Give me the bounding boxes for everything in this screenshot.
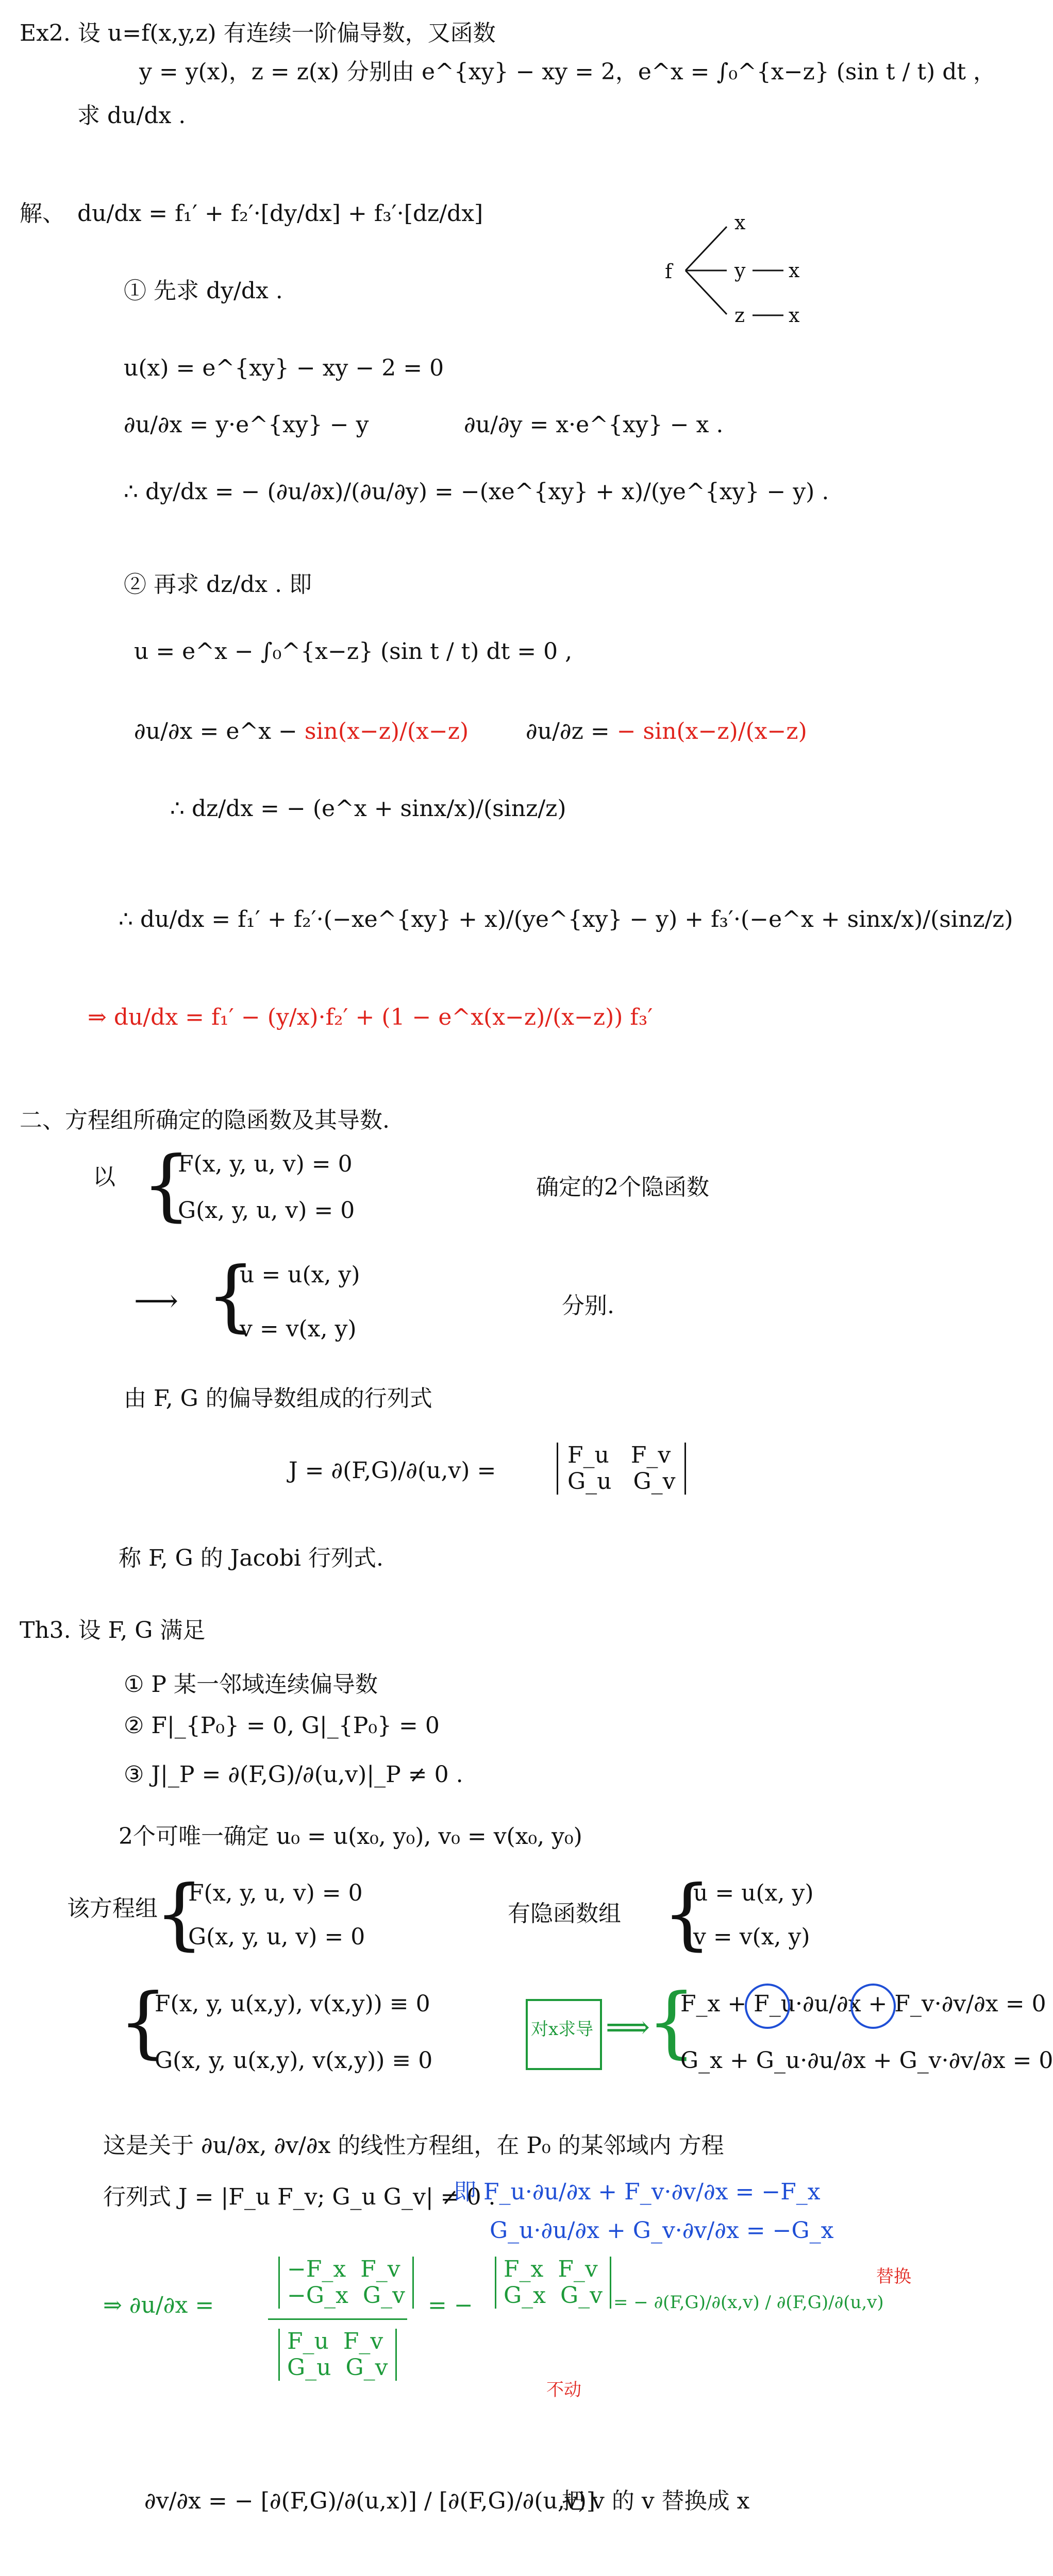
ex2-partial-ux2-correction: sin(x−z)/(x−z) <box>304 718 469 744</box>
ex2-dydx: ∴ dy/dx = − (∂u/∂x)/(∂u/∂y) = −(xe^{xy} + x)/(ye^{xy} − y) . <box>124 479 829 505</box>
th3-replace-mark: 替换 <box>876 2266 911 2287</box>
ex2-step2-title: ② 再求 dz/dx . 即 <box>124 571 312 598</box>
section2-arrow: ⟶ <box>134 1283 179 1319</box>
ex2-partial-uy: ∂u/∂y = x·e^{xy} − x . <box>464 412 724 438</box>
ex2-dzdx: ∴ dz/dx = − (e^x + sinx/x)/(sinz/z) <box>170 795 566 822</box>
th3-uniqueness: 2个可唯一确定 u₀ = u(x₀, y₀), v₀ = v(x₀, y₀) <box>119 1823 582 1850</box>
tree-zx-label: x <box>789 304 800 327</box>
th3-cramer-lhs: ⇒ ∂u/∂x = <box>103 2292 214 2318</box>
th3-blue-system-1: 即 F_u·∂u/∂x + F_v·∂v/∂x = −F_x <box>454 2179 821 2205</box>
th3-determinant-line: 行列式 J = |F_u F_v; G_u G_v| ≠ 0 . <box>103 2184 496 2210</box>
th3-sol-u: u = u(x, y) <box>693 1880 814 1906</box>
th3-dvdx-note: 把 v 的 v 替换成 x <box>562 2488 750 2514</box>
ex2-u-definition: u(x) = e^{xy} − xy − 2 = 0 <box>124 355 444 381</box>
section2-eq-F: F(x, y, u, v) = 0 <box>178 1151 353 1177</box>
th3-blue-system-2: G_u·∂u/∂x + G_v·∂v/∂x = −G_x <box>490 2217 834 2244</box>
th3-cramer-fraction-bar <box>268 2318 407 2320</box>
th3-circle-du <box>745 1984 790 2029</box>
th3-cramer-numerator2: F_x F_v G_x G_v <box>495 2257 611 2309</box>
ex2-question: 求 du/dx . <box>77 103 186 129</box>
th3-cramer-denominator: F_u F_v G_u G_v <box>278 2329 397 2381</box>
section2-eq-G: G(x, y, u, v) = 0 <box>178 1197 355 1224</box>
th3-cramer-rhs: = − ∂(F,G)/∂(x,v) / ∂(F,G)/∂(u,v) <box>613 2292 884 2313</box>
th3-dvdx: ∂v/∂x = − [∂(F,G)/∂(u,x)] / [∂(F,G)/∂(u,v)] <box>144 2488 596 2514</box>
th3-derived-brace: { <box>647 1977 696 2067</box>
ex2-partial-uz2-correction: − sin(x−z)/(x−z) <box>616 718 807 744</box>
tree-y-label: y <box>734 259 746 282</box>
th3-system-intro: 该方程组 <box>67 1895 158 1922</box>
th3-cramer-numerator: −F_x F_v −G_x G_v <box>278 2257 414 2309</box>
th3-sol-v: v = v(x, y) <box>693 1924 810 1950</box>
th3-derived-F: F_x + F_u·∂u/∂x + F_v·∂v/∂x = 0 <box>680 1991 1046 2017</box>
ex2-solution-label: 解、 <box>20 200 65 227</box>
th3-identity-F: F(x, y, u(x,y), v(x,y)) ≡ 0 <box>155 1991 430 2017</box>
tree-yx-label: x <box>789 259 800 282</box>
ex2-final-result: ∴ du/dx = f₁′ + f₂′·(−xe^{xy} + x)/(ye^{xy} − y) + f₃′·(−e^x + sinx/x)/(sinz/z) <box>119 906 1013 933</box>
th3-eq-G: G(x, y, u, v) = 0 <box>188 1924 365 1950</box>
section2-title: 二、方程组所确定的隐函数及其导数. <box>20 1107 390 1133</box>
section2-system-brace: { <box>142 1140 191 1230</box>
th3-identity-brace: { <box>119 1977 168 2067</box>
ex2-partial-ux2: ∂u/∂x = e^x − sin(x−z)/(x−z) <box>134 718 469 744</box>
section2-jacobi-name: 称 F, G 的 Jacobi 行列式. <box>119 1545 383 1571</box>
th3-system-note: 有隐函数组 <box>508 1901 621 1927</box>
section2-system-note: 确定的2个隐函数 <box>536 1174 709 1200</box>
ex2-partial-uz2: ∂u/∂z = − sin(x−z)/(x−z) <box>526 718 807 744</box>
ex2-partial-ux: ∂u/∂x = y·e^{xy} − y <box>124 412 369 438</box>
th3-condition-2: ② F|_{P₀} = 0, G|_{P₀} = 0 <box>124 1713 440 1739</box>
section2-implicit-note: 分别. <box>562 1293 614 1319</box>
th3-linear-note: 这是关于 ∂u/∂x, ∂v/∂x 的线性方程组，在 P₀ 的某邻域内 方程 <box>103 2132 724 2159</box>
th3-cramer-mid: = − <box>428 2292 473 2318</box>
th3-condition-1: ① P 某一邻域连续偏导数 <box>124 1671 378 1698</box>
ex2-heading: Ex2. 设 u=f(x,y,z) 有连续一阶偏导数，又函数 <box>20 20 496 46</box>
th3-condition-3: ③ J|_P = ∂(F,G)/∂(u,v)|_P ≠ 0 . <box>124 1761 463 1788</box>
section2-implicit-brace: { <box>206 1251 256 1341</box>
th3-circle-dv <box>850 1984 896 2029</box>
section2-jacobian-lhs: J = ∂(F,G)/∂(u,v) = <box>289 1458 496 1484</box>
th3-derivative-arrow: ⟹ <box>606 2009 650 2045</box>
th3-solution-brace: { <box>662 1869 712 1959</box>
th3-identity-G: G(x, y, u(x,y), v(x,y)) ≡ 0 <box>155 2047 433 2074</box>
th3-unchanged-mark: 不动 <box>546 2380 581 2400</box>
th3-derivative-label: 对x求导 <box>531 2019 594 2040</box>
ex2-u2-definition: u = e^x − ∫₀^{x−z} (sin t / t) dt = 0 , <box>134 638 573 665</box>
tree-z-label: z <box>734 304 745 327</box>
section2-intro: 以 <box>93 1164 115 1190</box>
section2-jacobian-matrix: F_u F_v G_u G_v <box>557 1443 686 1495</box>
section2-v-implicit: v = v(x, y) <box>240 1316 357 1342</box>
ex2-corrected-result: ⇒ du/dx = f₁′ − (y/x)·f₂′ + (1 − e^x(x−z)/(x−z)) f₃′ <box>88 1004 653 1030</box>
section2-u-implicit: u = u(x, y) <box>240 1262 360 1288</box>
section2-jacobian-intro: 由 F, G 的偏导数组成的行列式 <box>124 1385 432 1412</box>
ex2-dependency-tree <box>665 206 820 335</box>
ex2-chain-rule: du/dx = f₁′ + f₂′·[dy/dx] + f₃′·[dz/dx] <box>77 200 483 227</box>
ex2-step1-title: ① 先求 dy/dx . <box>124 278 283 304</box>
tree-root-label: f <box>665 260 673 283</box>
ex2-definition: y = y(x)，z = z(x) 分别由 e^{xy} − xy = 2，e^x = ∫₀^{x−z} (sin t / t) dt ， <box>139 59 996 85</box>
th3-system-brace: { <box>155 1869 204 1959</box>
tree-x-label: x <box>734 211 746 234</box>
th3-derived-G: G_x + G_u·∂u/∂x + G_v·∂v/∂x = 0 <box>680 2047 1053 2074</box>
th3-eq-F: F(x, y, u, v) = 0 <box>188 1880 363 1906</box>
th3-title: Th3. 设 F, G 满足 <box>20 1617 206 1643</box>
